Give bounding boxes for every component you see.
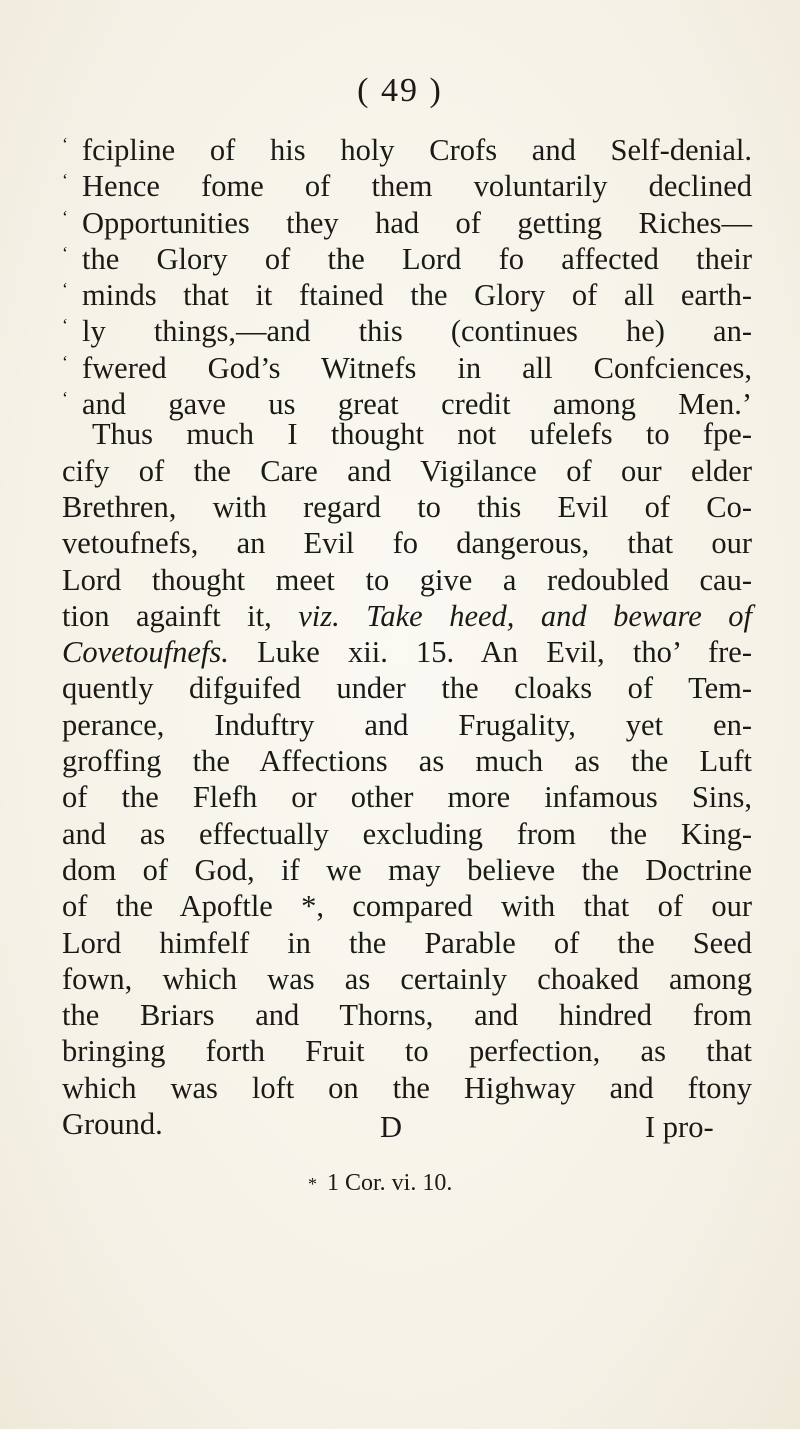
text-line-25: the Briars and Thorns, and hindred from <box>62 998 752 1033</box>
page-number: ( 49 ) <box>357 72 443 109</box>
text-line-14 <box>62 598 752 634</box>
footnote-mark: * <box>308 1174 317 1194</box>
text-line-16: quently difguifed under the cloaks of Tem- <box>62 671 752 706</box>
text-line-9: Thus much I thought not ufelefs to fpe- <box>92 417 752 452</box>
text-line-8 <box>62 380 752 422</box>
line-text: tion againft it, <box>62 598 299 633</box>
signature-row <box>0 1110 800 1150</box>
quote-mark: ‘ <box>62 279 68 300</box>
line-text: Luke xii. 15. An Evil, tho’ fre- <box>228 635 752 670</box>
italic-text: Covetoufnefs. <box>62 635 229 670</box>
text-line-23: Lord himfelf in the Parable of the Seed <box>62 925 752 960</box>
line-text: minds that it ftained the Glory of all earth- <box>82 278 752 313</box>
text-line-21: dom of God, if we may believe the Doctrine <box>62 852 752 887</box>
footnote-text: 1 Cor. vi. 10. <box>327 1170 453 1196</box>
text-line-12: vetoufnefs, an Evil fo dangerous, that our <box>62 526 752 561</box>
text-line-7 <box>62 344 752 385</box>
quote-mark: ‘ <box>62 315 68 336</box>
quote-mark: ‘ <box>62 206 68 227</box>
text-line-22: of the Apoftle *, compared with that of our <box>62 889 752 924</box>
text-line-5 <box>62 271 752 313</box>
text-line-2 <box>62 162 752 204</box>
line-text: ly things,—and this (continues he) an- <box>82 314 752 349</box>
text-line-20: and as effectually excluding from the King- <box>62 816 752 851</box>
line-text: fcipline of his holy Crofs and Self-denial. <box>82 133 752 167</box>
line-text: Hence fome of them voluntarily declined <box>82 169 752 204</box>
text-line-10: cify of the Care and Vigilance of our elder <box>62 453 752 488</box>
text-line-3 <box>62 199 752 240</box>
quote-mark: ‘ <box>62 351 68 372</box>
line-text: fwered God’s Witnefs in all Confciences, <box>82 350 752 385</box>
text-line-4 <box>62 235 752 276</box>
quote-mark: ‘ <box>62 242 68 263</box>
text-line-11: Brethren, with regard to this Evil of Co- <box>62 489 752 524</box>
text-line-19: of the Flefh or other more infamous Sins, <box>62 780 752 815</box>
quote-mark: ‘ <box>62 134 68 154</box>
footnote <box>308 1170 452 1197</box>
text-line-26: bringing forth Fruit to perfection, as that <box>62 1034 752 1069</box>
text-line-28: Ground. <box>62 1107 163 1142</box>
signature-mark: D <box>380 1110 403 1144</box>
text-line-1 <box>62 126 752 167</box>
line-text: the Glory of the Lord fo affected their <box>82 241 752 276</box>
quote-mark: ‘ <box>62 170 68 191</box>
line-text: Opportunities they had of getting Riches— <box>82 205 752 240</box>
catchword: I pro- <box>645 1110 714 1144</box>
text-line-6 <box>62 307 752 349</box>
text-line-15 <box>62 634 752 670</box>
italic-text: viz. Take heed, and beware of <box>298 598 753 633</box>
quote-mark: ‘ <box>62 388 68 409</box>
text-line-17: perance, Induftry and Frugality, yet en- <box>62 707 752 742</box>
text-line-24: fown, which was as certainly choaked among <box>62 961 752 996</box>
line-text: and gave us great credit among Men.’ <box>82 387 752 422</box>
text-line-13: Lord thought meet to give a redoubled cau- <box>62 562 752 597</box>
text-line-18: groffing the Affections as much as the Luft <box>62 744 752 779</box>
body-text <box>62 126 752 1142</box>
text-line-27: which was loft on the Highway and ftony <box>62 1070 752 1105</box>
